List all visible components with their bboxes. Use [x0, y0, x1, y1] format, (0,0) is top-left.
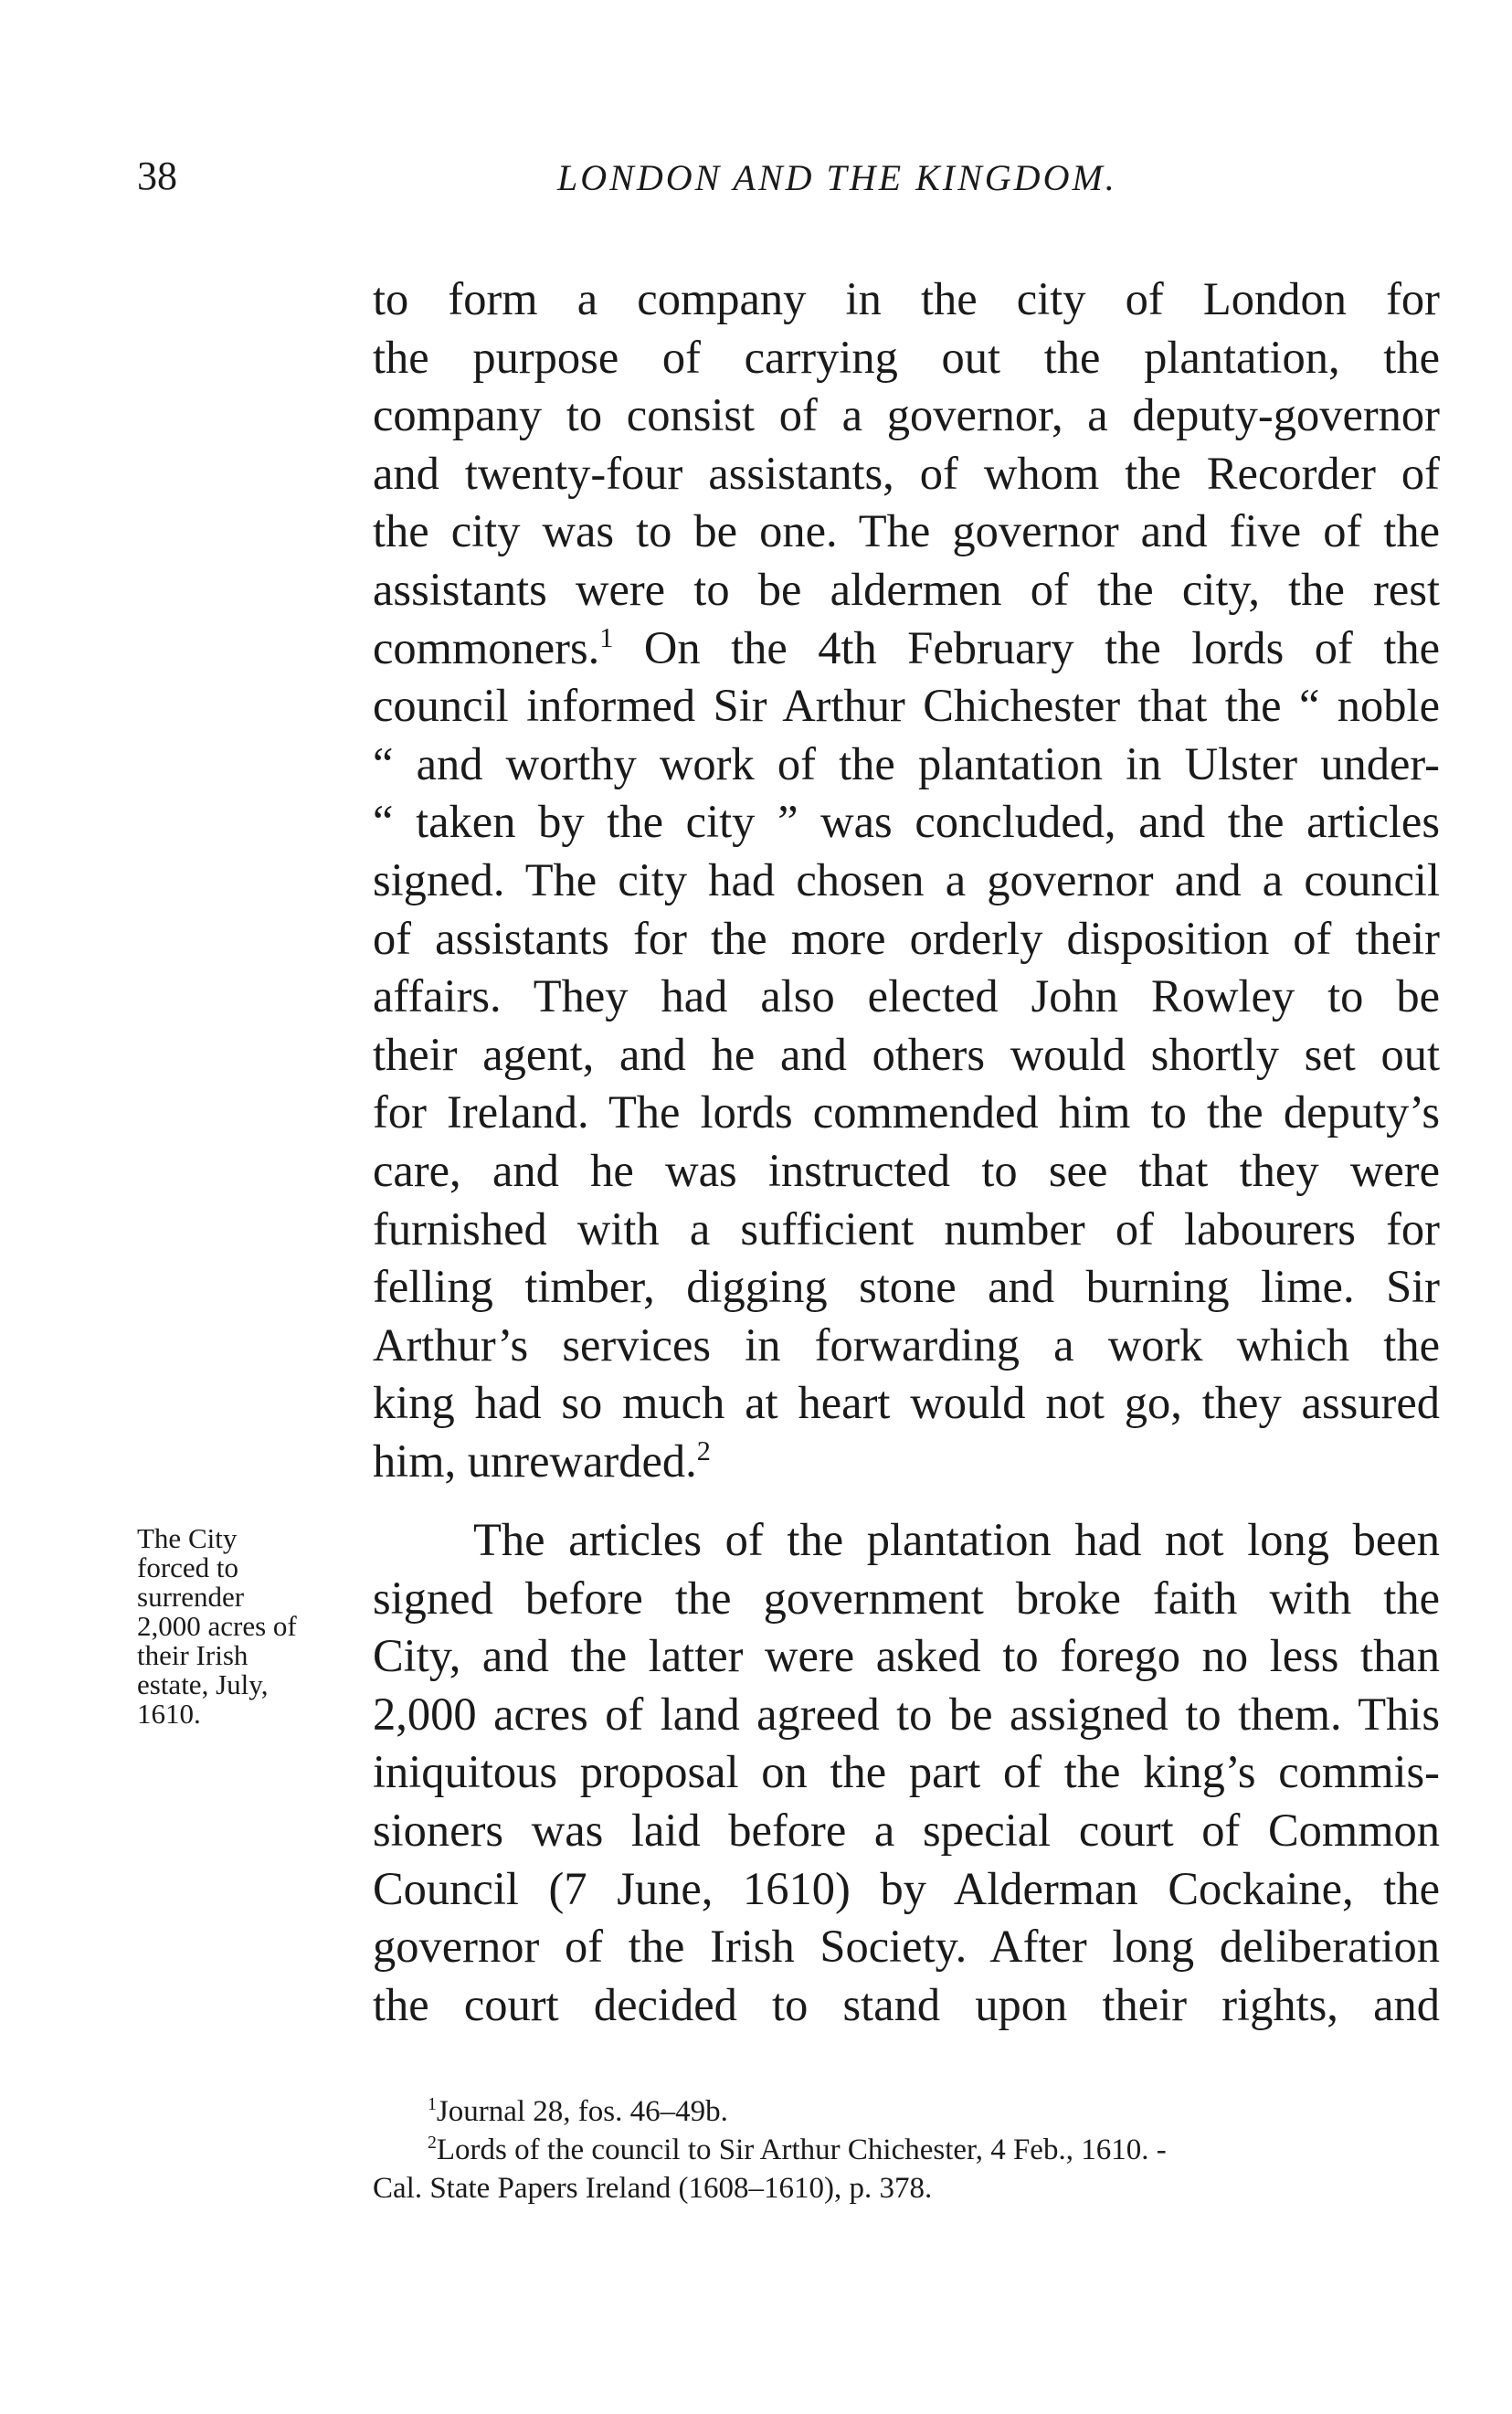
footnote-marker: 2: [428, 2133, 437, 2153]
margin-note-line: The City: [137, 1522, 238, 1554]
page-number: 38: [137, 154, 177, 198]
text-line: and twenty-four assistants, of whom the Recorder of: [373, 447, 1440, 499]
text-line: of assistants for the more orderly disposition of their: [373, 912, 1440, 964]
text-line: their agent, and he and others would shortly set out: [373, 1028, 1440, 1080]
text-segment: him, unrewarded.: [373, 1435, 697, 1487]
text-line: council informed Sir Arthur Chichester that the “ noble: [373, 680, 1440, 732]
footnotes: [373, 2092, 1440, 2208]
paragraph-1: [373, 270, 1440, 1490]
text-line: [373, 1433, 1440, 1491]
footnote-text: Lords of the council to Sir Arthur Chichester, 4 Feb., 1610. -: [436, 2133, 1167, 2166]
text-line: to form a company in the city of London for: [373, 273, 1440, 324]
margin-note-line: 2,000 acres of: [137, 1610, 297, 1642]
margin-note-line: 1610.: [137, 1698, 201, 1730]
footnote-marker: 1: [428, 2094, 437, 2114]
text-line: The articles of the plantation had not long been: [473, 1514, 1440, 1565]
text-line: sioners was laid before a special court of Common: [373, 1804, 1440, 1856]
footnote-text: Journal 28, fos. 46–49b.: [436, 2095, 728, 2128]
paragraph-2: [373, 1511, 1440, 2034]
footnote-2: [373, 2131, 1440, 2169]
margin-note-line: their Irish: [137, 1639, 248, 1671]
text-line: for Ireland. The lords commended him to the deputy’s: [373, 1086, 1440, 1138]
text-line: care, and he was instructed to see that they were: [373, 1144, 1440, 1196]
text-line: the city was to be one. The governor and five of the: [373, 505, 1440, 557]
margin-note-line: estate, July,: [137, 1668, 269, 1700]
text-line: City, and the latter were asked to forego no less than: [373, 1630, 1440, 1682]
text-line: Council (7 June, 1610) by Alderman Cockaine, the: [373, 1862, 1440, 1914]
footnote-ref-2: 2: [696, 1435, 711, 1467]
text-line: 2,000 acres of land agreed to be assigned to them. This: [373, 1688, 1440, 1740]
footnote-1: [373, 2092, 1440, 2131]
footnote-ref-1: 1: [599, 621, 614, 653]
text-line: governor of the Irish Society. After long deliberation: [373, 1921, 1440, 1973]
text-line: signed before the government broke faith with the: [373, 1572, 1440, 1624]
margin-note-line: surrender: [137, 1581, 245, 1613]
text-line: king had so much at heart would not go, they assured: [373, 1377, 1440, 1429]
text-line: furnished with a sufficient number of labourers for: [373, 1202, 1440, 1255]
text-line: the court decided to stand upon their rights, and: [373, 1978, 1440, 2030]
text-line: the purpose of carrying out the plantation, the: [373, 331, 1440, 383]
text-line: company to consist of a governor, a deputy-governor: [373, 389, 1440, 441]
text-line: Arthur’s services in forwarding a work which the: [373, 1318, 1440, 1371]
text-line: “ taken by the city ” was concluded, and the articles: [373, 796, 1440, 848]
text-segment: commoners.: [373, 621, 600, 673]
text-line: iniquitous proposal on the part of the king’s commis-: [373, 1746, 1440, 1798]
footnote-2-continuation: Cal. State Papers Ireland (1608–1610), p. 378.: [373, 2172, 933, 2205]
text-line: [373, 619, 1440, 678]
text-line: felling timber, digging stone and burning lime. Sir: [373, 1261, 1440, 1313]
margin-note: [137, 1524, 356, 1729]
text-line: signed. The city had chosen a governor and a council: [373, 853, 1440, 905]
margin-note-line: forced to: [137, 1551, 239, 1583]
text-line: affairs. They had also elected John Rowley to be: [373, 970, 1440, 1022]
text-line: “ and worthy work of the plantation in Ulster under-: [373, 737, 1440, 789]
text-segment: On the 4th February the lords of the: [643, 621, 1441, 673]
text-line: assistants were to be aldermen of the city, the rest: [373, 563, 1440, 615]
running-title: LONDON AND THE KINGDOM.: [557, 157, 1117, 198]
